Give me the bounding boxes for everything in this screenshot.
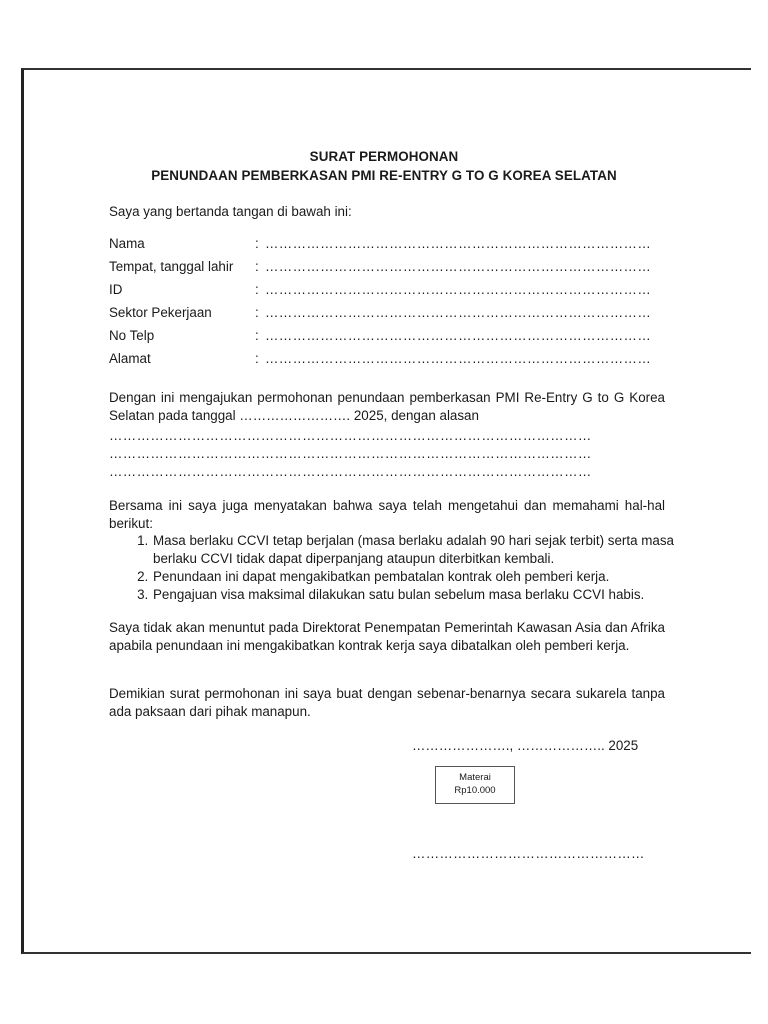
field-colon: : xyxy=(255,236,259,251)
field-blank: ………………………………………………………………………… xyxy=(265,328,652,343)
acknowledgement-list xyxy=(109,532,708,604)
field-blank: ………………………………………………………………………… xyxy=(265,351,652,366)
field-label: Sektor Pekerjaan xyxy=(109,305,212,320)
field-label: ID xyxy=(109,282,123,297)
field-sektor-pekerjaan xyxy=(109,304,665,322)
list-item: 1. Masa berlaku CCVI tetap berjalan (masa berlaku adalah 90 hari sejak terbit) serta masa berlaku CCVI tidak dapat diperpanjang ataupun diterbitkan kembali. xyxy=(152,532,708,568)
field-label: Alamat xyxy=(109,351,151,366)
field-label: No Telp xyxy=(109,328,155,343)
field-colon: : xyxy=(255,328,259,343)
stamp-label: Materai xyxy=(459,772,491,783)
place-date-line: …………………., ……………….. 2025 xyxy=(412,738,639,753)
field-colon: : xyxy=(255,351,259,366)
field-no-telp xyxy=(109,327,665,345)
reason-line: …………………………………………………………………………………………… xyxy=(109,446,592,461)
field-label: Nama xyxy=(109,236,145,251)
stamp-box xyxy=(435,766,515,804)
field-nama xyxy=(109,235,665,253)
field-id xyxy=(109,281,665,299)
field-blank: ………………………………………………………………………… xyxy=(265,305,652,320)
letter-subtitle: PENUNDAAN PEMBERKASAN PMI RE-ENTRY G TO G KOREA SELATAN xyxy=(151,168,617,183)
reason-line: …………………………………………………………………………………………… xyxy=(109,428,592,443)
field-blank: ………………………………………………………………………… xyxy=(265,282,652,297)
signature-line: …………………………………………… xyxy=(412,846,645,861)
request-paragraph: Dengan ini mengajukan permohonan penundaan pemberkasan PMI Re-Entry G to G Korea Selatan pada tanggal ……………………. 2025, dengan alasan xyxy=(109,390,665,423)
field-blank: ………………………………………………………………………… xyxy=(265,259,652,274)
reason-line: …………………………………………………………………………………………… xyxy=(109,464,592,479)
field-alamat xyxy=(109,350,665,368)
letter-title: SURAT PERMOHONAN xyxy=(309,149,459,164)
acknowledgement-paragraph: Bersama ini saya juga menyatakan bahwa saya telah mengetahui dan memahami hal-hal berikut: xyxy=(109,498,665,531)
field-colon: : xyxy=(255,282,259,297)
field-colon: : xyxy=(255,259,259,274)
field-colon: : xyxy=(255,305,259,320)
list-item: 3. Pengajuan visa maksimal dilakukan satu bulan sebelum masa berlaku CCVI habis. xyxy=(152,586,708,604)
waiver-paragraph: Saya tidak akan menuntut pada Direktorat Penempatan Pemerintah Kawasan Asia dan Afrika apabila penundaan ini mengakibatkan kontrak kerja saya dibatalkan oleh pemberi kerja. xyxy=(109,620,665,653)
field-label: Tempat, tanggal lahir xyxy=(109,259,234,274)
intro-text: Saya yang bertanda tangan di bawah ini: xyxy=(109,204,352,219)
stamp-value: Rp10.000 xyxy=(454,785,496,796)
closing-paragraph: Demikian surat permohonan ini saya buat dengan sebenar-benarnya secara sukarela tanpa ada paksaan dari pihak manapun. xyxy=(109,686,665,719)
list-item: 2. Penundaan ini dapat mengakibatkan pembatalan kontrak oleh pemberi kerja. xyxy=(152,568,708,586)
field-blank: ………………………………………………………………………… xyxy=(265,236,652,251)
field-tempat-tanggal-lahir xyxy=(109,258,665,276)
